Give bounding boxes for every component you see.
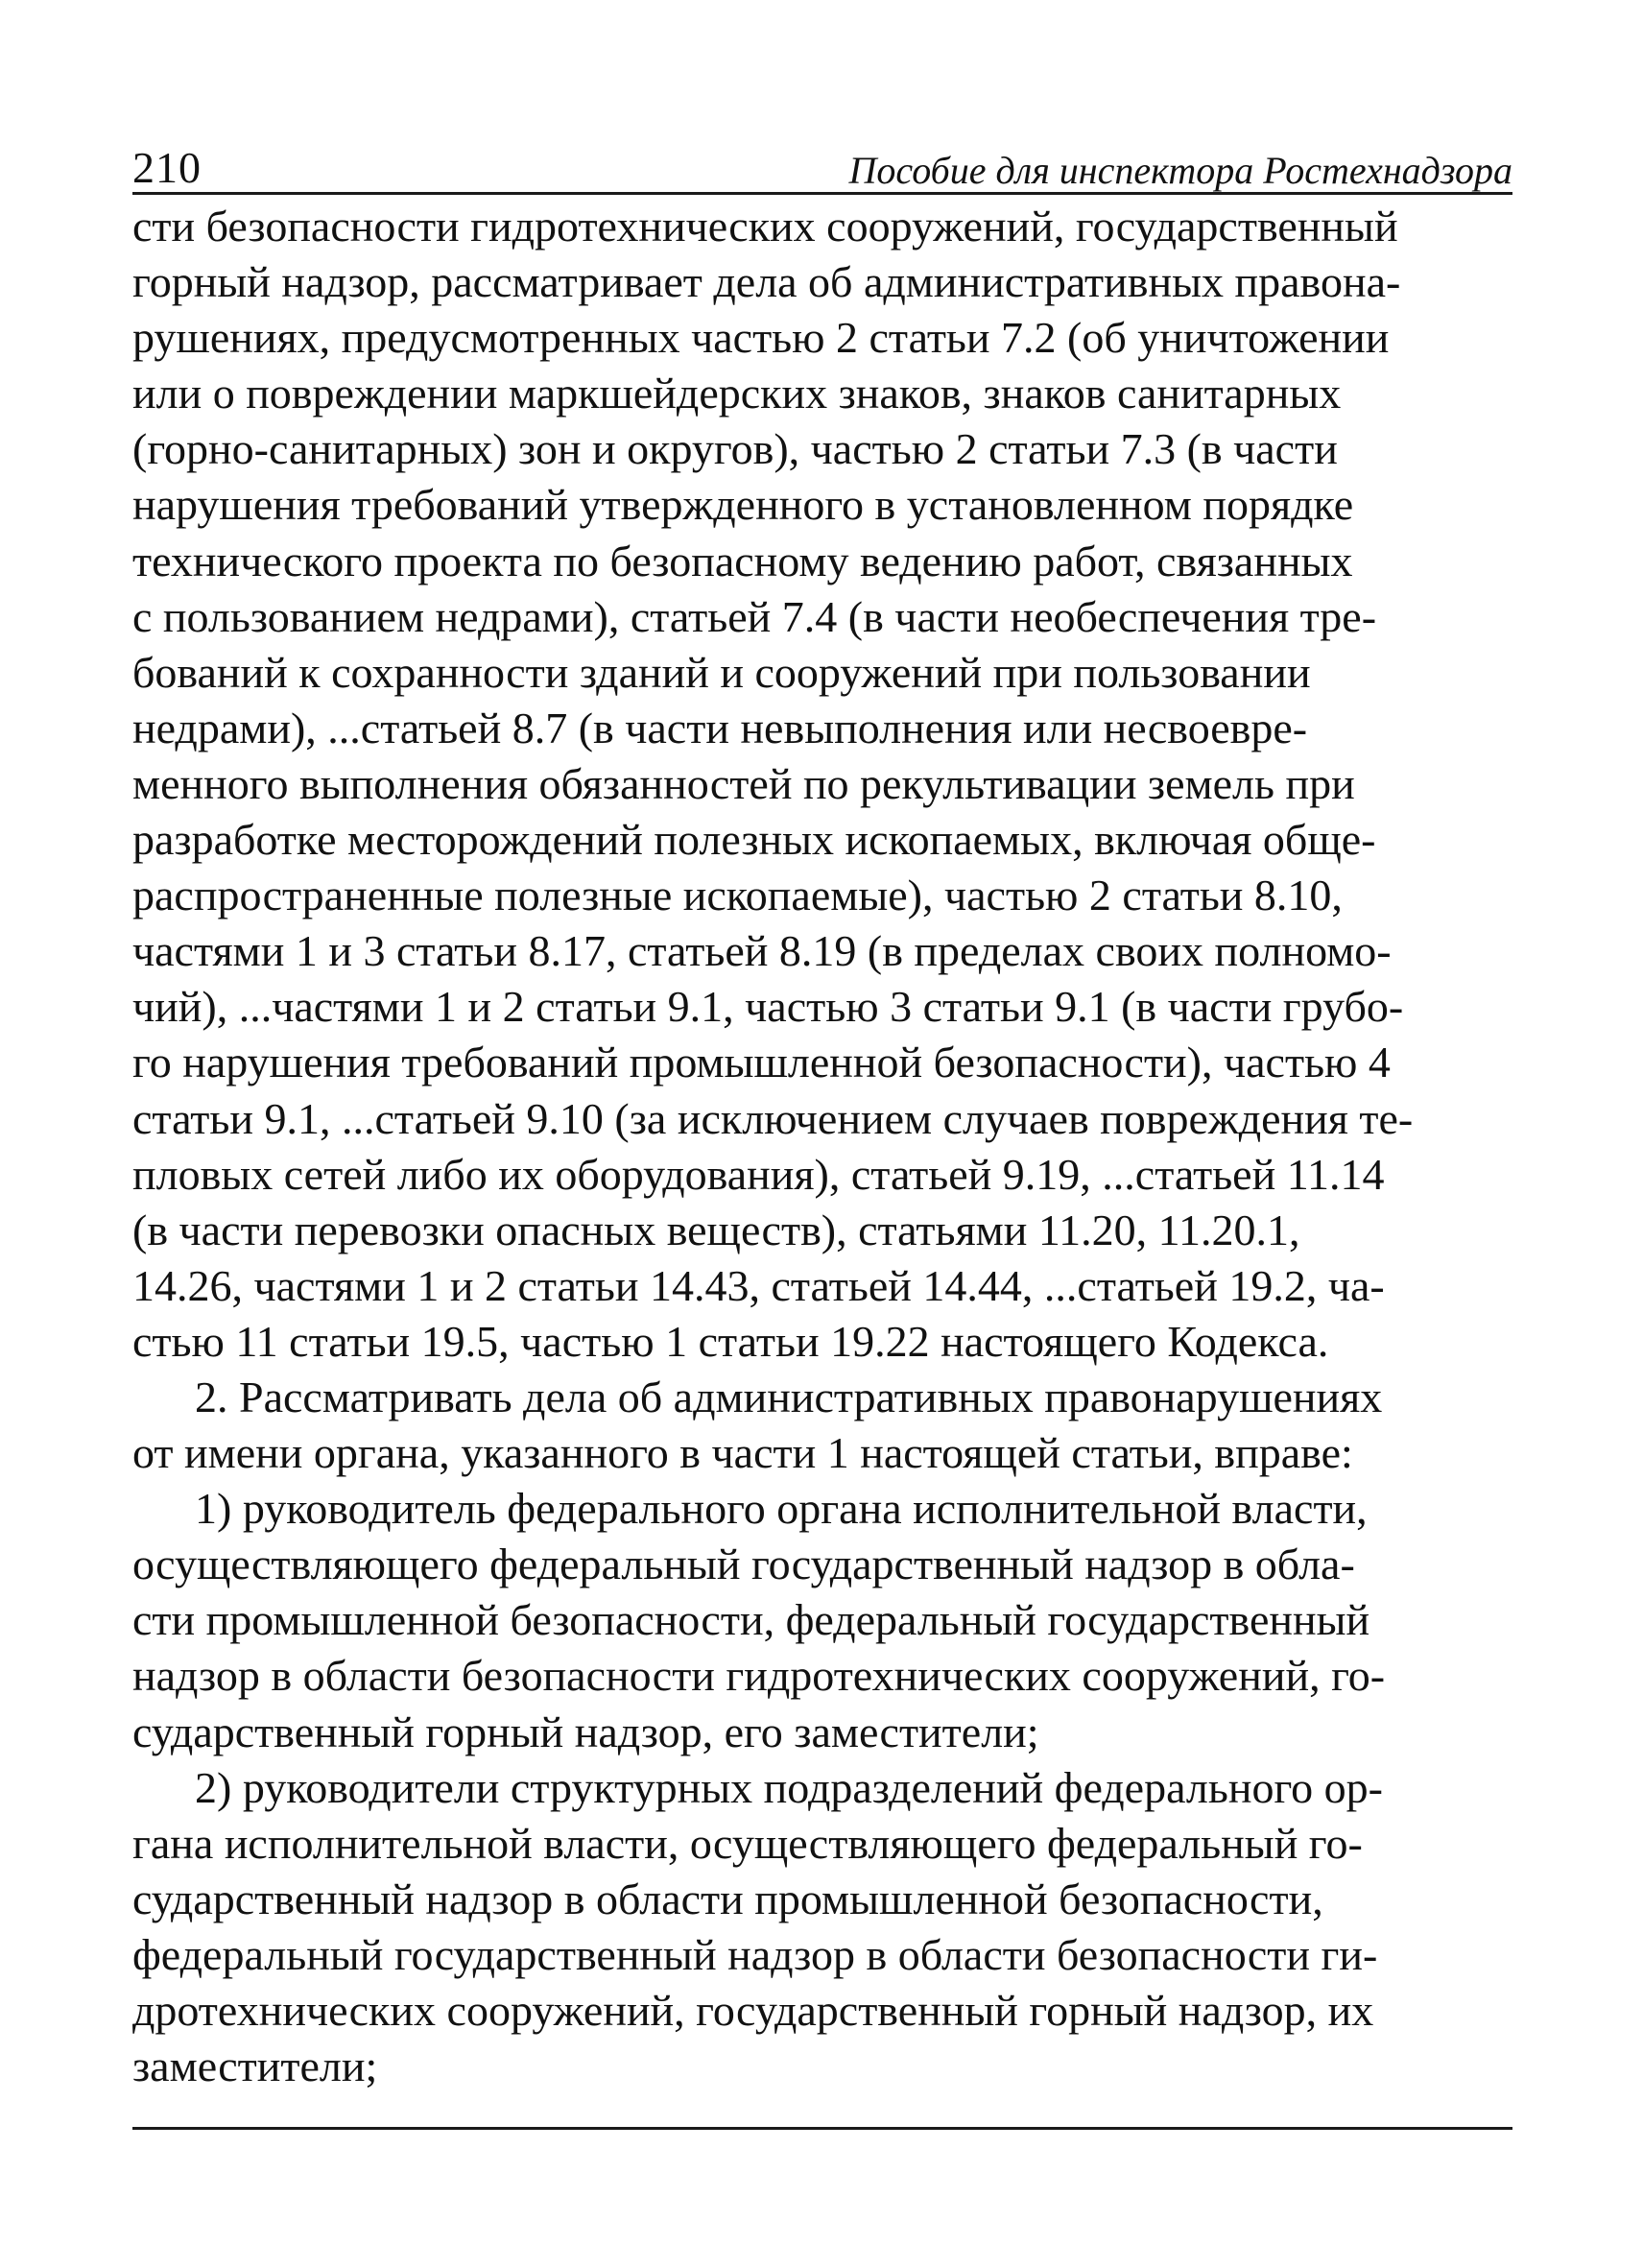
body-text xyxy=(132,199,1512,2094)
paragraph-subitem-1: 1) руководитель федерального органа исполнительной власти, осуществляющего федеральный государственный надзор в обла- сти промышленной безопасности, федеральный государственный надзор в области безопасности гидротехнических сооружений, го- сударственный горный надзор, его заместители; xyxy=(132,1484,1386,1756)
page-number: 210 xyxy=(132,143,202,192)
running-title: Пособие для инспектора Ростехнадзора xyxy=(848,149,1512,192)
paragraph-continuation: сти безопасности гидротехнических сооружений, государственный горный надзор, рассматривает дела об административных правона- рушениях, предусмотренных частью 2 статьи 7.2 (об уничтожении или о повреждении маркшейдерских знаков, знаков санитарных (горно-санитарных) зон и округов), частью 2 статьи 7.3 (в части нарушения требований утвержденного в установленном порядке технического проекта по безопасному ведению работ, связанных с пользованием недрами), статьей 7.4 (в части необеспечения тре- бований к сохранности зданий и сооружений при пользовании недрами), ...статьей 8.7 (в части невыполнения или несвоевре- менного выполнения обязанностей по рекультивации земель при разработке месторождений полезных ископаемых, включая обще- распространенные полезные ископаемые), частью 2 статьи 8.10, частями 1 и 3 статьи 8.17, статьей 8.19 (в пределах своих полномо- чий), ...частями 1 и 2 статьи 9.1, частью 3 статьи 9.1 (в части грубо- го нарушения требований промышленной безопасности), частью 4 статьи 9.1, ...статьей 9.10 (за исключением случаев повреждения те- пловых сетей либо их оборудования), статьей 9.19, ...статьей 11.14 (в части перевозки опасных веществ), статьями 11.20, 11.20.1, 14.26, частями 1 и 2 статьи 14.43, статьей 14.44, ...статьей 19.2, ча- стью 11 статьи 19.5, частью 1 статьи 19.22 настоящего Кодекса. xyxy=(132,202,1414,1366)
document-page xyxy=(132,144,1512,2094)
running-header xyxy=(132,144,1512,195)
paragraph-subitem-2: 2) руководители структурных подразделений федерального ор- гана исполнительной власти, осуществляющего федеральный го- сударственный надзор в области промышленной безопасности, федеральный государственный надзор в области безопасности ги- дротехнических сооружений, государственный горный надзор, их заместители; xyxy=(132,1762,1384,2091)
bottom-rule xyxy=(132,2127,1512,2130)
paragraph-item-2: 2. Рассматривать дела об административных правонарушениях от имени органа, указанного в части 1 настоящей статьи, вправе: xyxy=(132,1372,1383,1478)
